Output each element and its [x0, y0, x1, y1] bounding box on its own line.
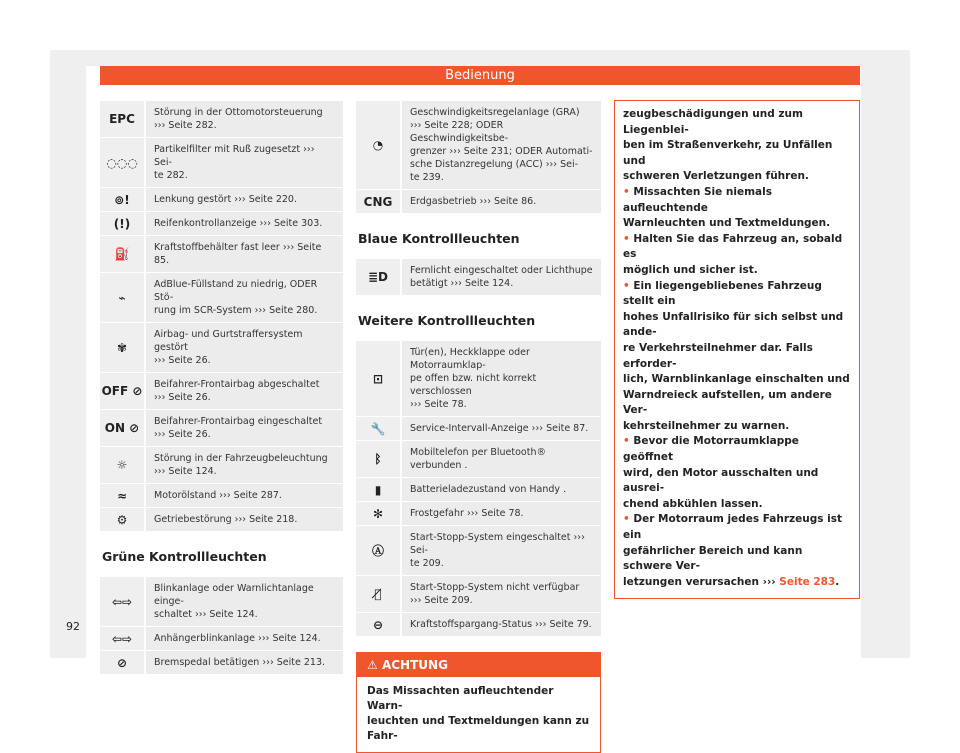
bullet-text-line [623, 372, 851, 388]
bullet-text: gefährlicher Bereich und kann schwere Ver- [623, 544, 803, 573]
indicator-row [356, 440, 601, 477]
indicator-text-line: Airbag- und Gurtstraffersystem gestört [154, 329, 303, 353]
indicator-text-line: Start-Stopp-System eingeschaltet ››› Sei- [410, 532, 585, 556]
particle-filter-icon: ◌◌◌ [100, 138, 144, 187]
indicator-row [100, 187, 343, 211]
indicator-text-line: ››› Seite 228; ODER Geschwindigkeitsbe- [410, 120, 509, 144]
bullet-text: Bevor die Motorraumklappe geöffnet [623, 435, 799, 464]
indicator-text-line: te 282. [154, 170, 188, 181]
indicator-description [146, 188, 343, 211]
bullet-text-line [623, 310, 851, 341]
indicator-row [100, 650, 343, 674]
indicator-description [146, 447, 343, 483]
oil-level-icon: ≈ [100, 484, 144, 507]
indicator-text-line: pe offen bzw. nicht korrekt verschlossen [410, 373, 537, 397]
bullet-dot-icon: • [623, 435, 634, 448]
indicator-text-line: ››› Seite 282. [154, 120, 217, 131]
indicator-description [146, 138, 343, 187]
indicator-row [100, 507, 343, 531]
indicator-row [100, 626, 343, 650]
bullet-text-line [623, 419, 851, 435]
indicator-text-line: Service-Intervall-Anzeige ››› Seite 87. [410, 423, 589, 434]
indicator-text-line: Geschwindigkeitsregelanlage (GRA) [410, 107, 580, 118]
indicator-description [402, 576, 601, 612]
indicator-text-line: betätigt ››› Seite 124. [410, 278, 514, 289]
indicator-text-line: te 239. [410, 172, 444, 183]
indicator-row [356, 477, 601, 501]
start-stop-off-icon: Ⓐ̸ [356, 576, 400, 612]
green-indicators-heading: Grüne Kontrollleuchten [102, 549, 267, 564]
indicator-text-line: Tür(en), Heckklappe oder Motorraumklap- [410, 347, 530, 371]
warning-title: ACHTUNG [381, 658, 448, 672]
battery-icon: ▮ [356, 478, 400, 501]
bullet-dot-icon: • [623, 279, 634, 292]
bullet-text: wird, den Motor ausschalten und ausrei- [623, 466, 819, 495]
indicator-text-line: Partikelfilter mit Ruß zugesetzt ››› Sei- [154, 144, 315, 168]
indicator-row [100, 483, 343, 507]
warning-text-line: leuchten und Textmeldungen kann zu Fahr- [367, 715, 590, 742]
bullet-text-line [623, 279, 851, 310]
bullet-text-line [623, 544, 851, 575]
indicator-text-line: sche Distanzregelung (ACC) ››› Sei- [410, 159, 579, 170]
indicator-text-line: Bremspedal betätigen ››› Seite 213. [154, 657, 326, 668]
warning-text-line: Das Missachten aufleuchtender Warn- [367, 685, 554, 712]
bullet-text-line [623, 434, 851, 465]
airbag-icon: ✾ [100, 323, 144, 372]
indicator-row [356, 100, 601, 189]
bullet-text-line [623, 341, 851, 372]
indicator-text-line: Reifenkontrollanzeige ››› Seite 303. [154, 218, 323, 229]
indicator-text-line: ››› Seite 26. [154, 355, 211, 366]
bullet-text-line [623, 388, 851, 419]
page-reference-link[interactable]: Seite 283 [779, 575, 836, 588]
indicator-description [146, 651, 343, 674]
bullet-dot-icon: • [623, 513, 634, 526]
indicator-description [146, 627, 343, 650]
warning-header [357, 653, 600, 677]
airbag-on-icon: ON ⊘ [100, 410, 144, 446]
indicator-text-line: Lenkung gestört ››› Seite 220. [154, 194, 297, 205]
indicator-text-line: Batterieladezustand von Handy . [410, 484, 567, 495]
frost-icon: ✻ [356, 502, 400, 525]
indicator-description [402, 502, 601, 525]
indicator-description [402, 478, 601, 501]
indicator-description [146, 410, 343, 446]
airbag-off-icon: OFF ⊘ [100, 373, 144, 409]
brake-pedal-icon: ⊘ [100, 651, 144, 674]
indicator-description [146, 101, 343, 137]
warning-cont-line: ben im Straßenverkehr, zu Unfällen und [623, 139, 833, 167]
bullet-text: hohes Unfallrisiko für sich selbst und ande- [623, 310, 844, 339]
indicator-row [100, 272, 343, 322]
indicator-text-line: ››› Seite 209. [410, 595, 473, 606]
section-header: Bedienung [100, 66, 860, 85]
indicator-row [100, 372, 343, 409]
high-beam-icon: ≣D [356, 259, 400, 295]
warning-bullet [623, 512, 851, 590]
tire-pressure-icon: (!) [100, 212, 144, 235]
red-indicator-table [100, 100, 343, 531]
indicator-text-line: grenzer ››› Seite 231; ODER Automati- [410, 146, 593, 157]
column-middle [356, 100, 601, 753]
cng-icon: CNG [356, 190, 400, 213]
bullet-text-line [623, 497, 851, 513]
indicator-description [402, 417, 601, 440]
green-indicator-table [100, 576, 343, 674]
indicator-row [356, 340, 601, 416]
indicator-row [100, 409, 343, 446]
indicator-text-line: Erdgasbetrieb ››› Seite 86. [410, 196, 537, 207]
indicator-text-line: Blinkanlage oder Warnlichtanlage einge- [154, 583, 314, 607]
bullet-text: . [835, 575, 840, 588]
indicator-row [356, 525, 601, 575]
indicator-row [100, 137, 343, 187]
indicator-text-line: Motorölstand ››› Seite 287. [154, 490, 282, 501]
bullet-text-line [623, 512, 851, 543]
indicator-text-line: ››› Seite 124. [154, 466, 217, 477]
indicator-text-line: Beifahrer-Frontairbag eingeschaltet [154, 416, 323, 427]
warning-cont-line: schweren Verletzungen führen. [623, 170, 809, 183]
warning-box [356, 652, 601, 753]
warning-bullet [623, 279, 851, 435]
bullet-text-line [623, 263, 851, 279]
indicator-text-line: Frostgefahr ››› Seite 78. [410, 508, 524, 519]
indicator-row [356, 501, 601, 525]
warning-cont-line: zeugbeschädigungen und zum Liegenblei- [623, 108, 803, 136]
indicator-description [146, 508, 343, 531]
bullet-text: lich, Warnblinkanlage einschalten und [623, 373, 850, 386]
indicator-row [100, 322, 343, 372]
bullet-text: Halten Sie das Fahrzeug an, sobald es [623, 232, 843, 261]
bullet-text: Missachten Sie niemals aufleuchtende [623, 185, 772, 214]
indicator-description [146, 373, 343, 409]
bullet-text: kehrsteilnehmer zu warnen. [623, 419, 790, 432]
warning-bullet-list [623, 185, 851, 590]
eco-gear-icon: ⊖ [356, 613, 400, 636]
gearbox-fault-icon: ⚙ [100, 508, 144, 531]
bluetooth-icon: ᛒ [356, 441, 400, 477]
bullet-text-line [623, 575, 851, 591]
bullet-text: möglich und sicher ist. [623, 263, 758, 276]
indicator-text-line: Kraftstoffbehälter fast leer ››› Seite 85. [154, 242, 322, 266]
steering-warning-icon: ⊚! [100, 188, 144, 211]
warning-triangle-icon: ⚠ [367, 658, 378, 672]
lighting-fault-icon: ☼ [100, 447, 144, 483]
yellow-indicator-table [356, 100, 601, 213]
indicator-row [356, 416, 601, 440]
other-indicators-heading: Weitere Kontrollleuchten [358, 313, 536, 328]
service-wrench-icon: 🔧 [356, 417, 400, 440]
indicator-description [402, 341, 601, 416]
warning-continuation [614, 100, 860, 599]
indicator-description [146, 323, 343, 372]
indicator-description [402, 190, 601, 213]
bullet-text-line [623, 466, 851, 497]
indicator-text-line: ››› Seite 78. [410, 399, 467, 410]
indicator-row [356, 189, 601, 213]
bullet-text: Warnleuchten und Textmeldungen. [623, 217, 831, 230]
indicator-description [146, 484, 343, 507]
indicator-text-line: ››› Seite 26. [154, 392, 211, 403]
indicator-description [402, 613, 601, 636]
fuel-tank-icon: ⛽ [100, 236, 144, 272]
indicator-description [402, 526, 601, 575]
indicator-description [402, 259, 601, 295]
trailer-signal-icon: ⇦⇨ [100, 627, 144, 650]
bullet-text: re Verkehrsteilnehmer dar. Falls erforder- [623, 341, 813, 370]
turn-signal-icon: ⇦⇨ [100, 577, 144, 626]
page-number: 92 [66, 620, 80, 633]
indicator-text-line: Fernlicht eingeschaltet oder Lichthupe [410, 265, 593, 276]
bullet-text: Ein liegengebliebenes Fahrzeug stellt ein [623, 279, 822, 308]
indicator-description [146, 212, 343, 235]
indicator-description [402, 441, 601, 477]
indicator-text-line: schaltet ››› Seite 124. [154, 609, 258, 620]
indicator-text-line: te 209. [410, 558, 444, 569]
speed-control-icon: ◔ [356, 101, 400, 189]
indicator-row [100, 576, 343, 626]
indicator-row [356, 575, 601, 612]
indicator-text-line: ››› Seite 26. [154, 429, 211, 440]
indicator-description [146, 273, 343, 322]
blue-indicator-table [356, 258, 601, 295]
bullet-dot-icon: • [623, 185, 634, 198]
door-open-icon: ⊡ [356, 341, 400, 416]
indicator-row [100, 446, 343, 483]
column-left [100, 100, 343, 674]
bullet-text: Der Motorraum jedes Fahrzeugs ist ein [623, 513, 843, 542]
indicator-text-line: Getriebestörung ››› Seite 218. [154, 514, 298, 525]
bullet-text: chend abkühlen lassen. [623, 497, 763, 510]
indicator-row [100, 100, 343, 137]
indicator-row [100, 211, 343, 235]
blue-indicators-heading: Blaue Kontrollleuchten [358, 231, 520, 246]
other-indicator-table [356, 340, 601, 636]
bullet-text-line [623, 216, 851, 232]
indicator-text-line: Mobiltelefon per Bluetooth® verbunden . [410, 447, 546, 471]
column-right [614, 100, 860, 599]
bullet-text: Warndreieck aufstellen, um andere Ver- [623, 388, 832, 417]
indicator-text-line: Anhängerblinkanlage ››› Seite 124. [154, 633, 321, 644]
warning-bullet [623, 185, 851, 232]
indicator-description [402, 101, 601, 189]
indicator-description [146, 236, 343, 272]
indicator-row [356, 612, 601, 636]
indicator-row [356, 258, 601, 295]
bullet-dot-icon: • [623, 232, 634, 245]
indicator-text-line: AdBlue-Füllstand zu niedrig, ODER Stö- [154, 279, 318, 303]
start-stop-icon: Ⓐ [356, 526, 400, 575]
bullet-text-line [623, 232, 851, 263]
warning-bullet [623, 434, 851, 512]
bullet-text: letzungen verursachen ››› [623, 575, 780, 588]
indicator-row [100, 235, 343, 272]
indicator-text-line: Kraftstoffspargang-Status ››› Seite 79. [410, 619, 592, 630]
indicator-text-line: rung im SCR-System ››› Seite 280. [154, 305, 318, 316]
indicator-text-line: Störung in der Fahrzeugbeleuchtung [154, 453, 328, 464]
warning-bullet [623, 232, 851, 279]
indicator-description [146, 577, 343, 626]
indicator-text-line: Beifahrer-Frontairbag abgeschaltet [154, 379, 320, 390]
epc-icon: EPC [100, 101, 144, 137]
indicator-text-line: Störung in der Ottomotorsteuerung [154, 107, 323, 118]
bullet-text-line [623, 185, 851, 216]
adblue-icon: ⌁ [100, 273, 144, 322]
indicator-text-line: Start-Stopp-System nicht verfügbar [410, 582, 580, 593]
warning-body [357, 677, 600, 752]
